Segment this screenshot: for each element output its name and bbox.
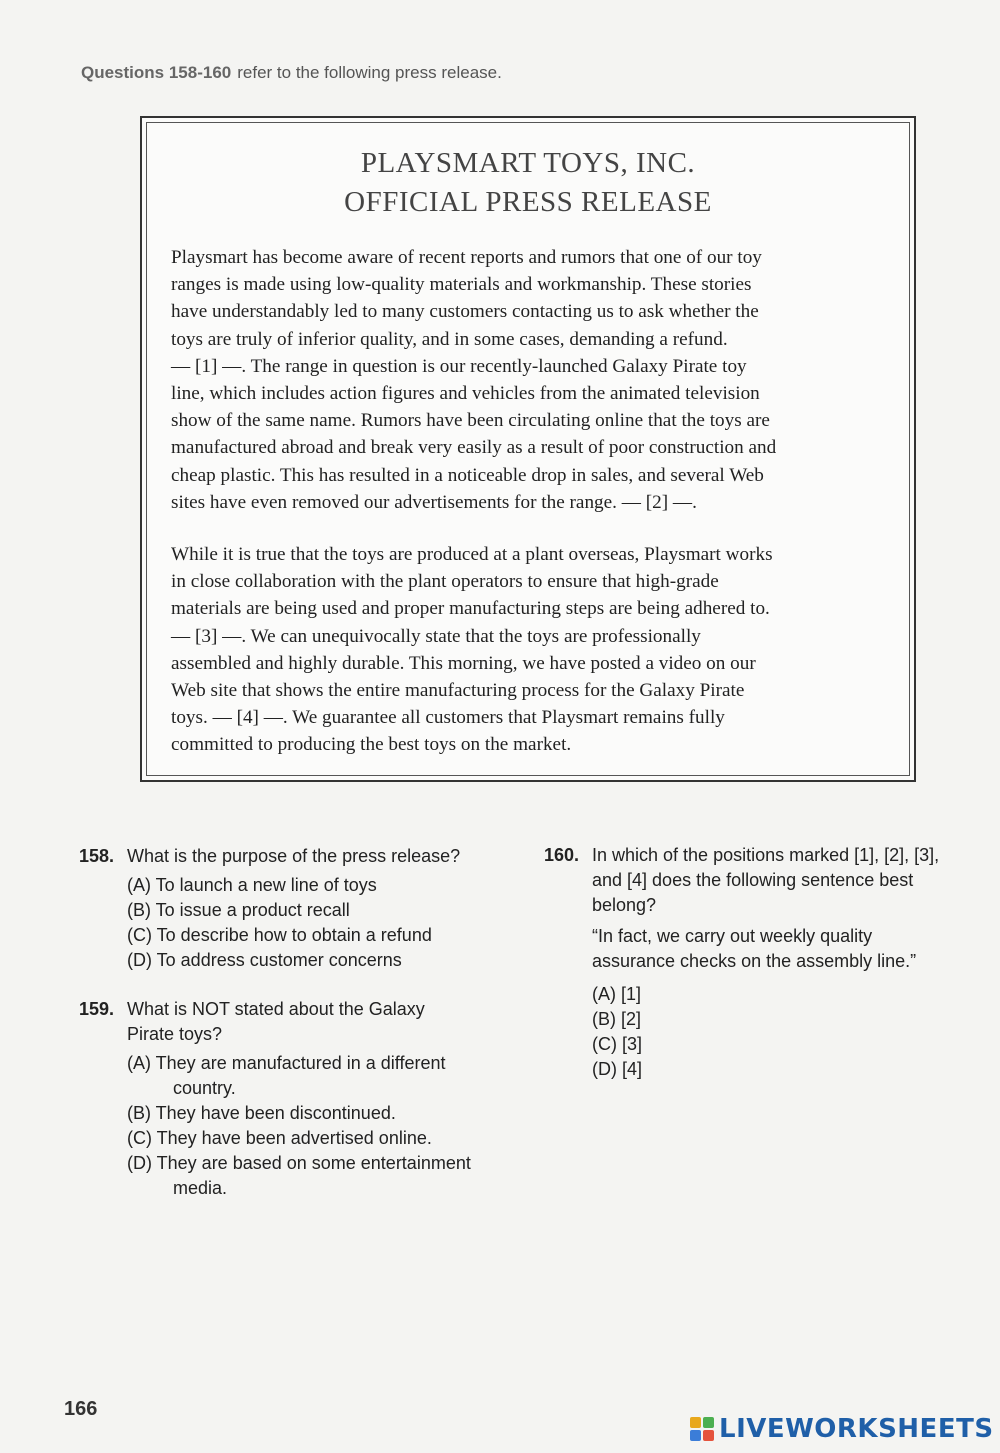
question-text: and [4] does the following sentence best (592, 870, 914, 890)
paragraph-line: Playsmart has become aware of recent reports and rumors that one of our toy (171, 247, 762, 268)
instructions-line (81, 63, 502, 83)
paragraph-line: toys are truly of inferior quality, and in some cases, demanding a refund. (171, 328, 728, 350)
brand-name: LIVEWORKSHEETS (719, 1414, 994, 1444)
instructions-text: refer to the following press release. (237, 63, 502, 82)
logo-square (690, 1430, 701, 1441)
press-release-paragraph-2 (171, 541, 893, 759)
answer-options (127, 873, 519, 973)
paragraph-line: show of the same name. Rumors have been circulating online that the toys are (171, 410, 770, 432)
answer-option-c[interactable]: (C) [3] (592, 1034, 643, 1054)
paragraph-line: ranges is made using low-quality materials and workmanship. These stories (171, 274, 752, 296)
answer-option-d[interactable]: (D) They are based on some entertainment media. (127, 1153, 471, 1198)
press-release-paragraph-1 (171, 244, 893, 516)
paragraph-line: have understandably led to many customers contacting us to ask whether the (171, 301, 759, 323)
answer-option-c[interactable]: (C) To describe how to obtain a refund (127, 925, 432, 945)
answer-option-a[interactable]: (A) [1] (592, 984, 642, 1004)
press-release-box (140, 116, 916, 782)
paragraph-line: Web site that shows the entire manufacturing process for the Galaxy Pirate (171, 680, 745, 702)
question-number: 159. (79, 999, 115, 1019)
press-release-company: PLAYSMART TOYS, INC. (360, 147, 696, 179)
question-text: In which of the positions marked [1], [2], [3], (592, 845, 940, 865)
liveworksheets-logo[interactable] (690, 1412, 994, 1446)
logo-square (703, 1417, 714, 1428)
question-text: Pirate toys? (127, 1024, 223, 1044)
paragraph-line: toys. — [4] —. We guarantee all customers that Playsmart remains fully (171, 707, 725, 729)
logo-square (703, 1430, 714, 1441)
paragraph-line: cheap plastic. This has resulted in a noticeable drop in sales, and several Web (171, 464, 764, 486)
paragraph-line: — [3] —. We can unequivocally state that the toys are professionally (171, 625, 701, 647)
paragraph-line: line, which includes action figures and vehicles from the animated television (171, 383, 760, 405)
answer-option-a[interactable]: (A) They are manufactured in a different country. (127, 1053, 446, 1098)
paragraph-line: — [1] —. The range in question is our recently-launched Galaxy Pirate toy (171, 355, 747, 377)
question-text: belong? (592, 895, 657, 915)
answer-options (127, 1051, 519, 1201)
answer-options (592, 982, 984, 1082)
page-number: 166 (64, 1398, 98, 1420)
question-159 (79, 997, 519, 1201)
answer-option-d[interactable]: (D) To address customer concerns (127, 950, 402, 970)
question-160 (544, 843, 984, 1082)
quoted-sentence: “In fact, we carry out weekly quality assurance checks on the assembly line.” (592, 926, 917, 971)
paragraph-line: sites have even removed our advertisements for the range. — [2] —. (171, 491, 697, 513)
question-158 (79, 844, 519, 973)
paragraph-line: in close collaboration with the plant operators to ensure that high-grade (171, 571, 719, 593)
question-number: 160. (544, 845, 580, 865)
paragraph-line: assembled and highly durable. This morning, we have posted a video on our (171, 652, 756, 674)
answer-option-b[interactable]: (B) They have been discontinued. (127, 1103, 396, 1123)
paragraph-line: While it is true that the toys are produced at a plant overseas, Playsmart works (171, 544, 773, 565)
paragraph-line: materials are being used and proper manufacturing steps are being adhered to. (171, 598, 770, 620)
question-text: What is NOT stated about the Galaxy (127, 999, 425, 1019)
question-range: Questions 158-160 (81, 63, 232, 82)
paragraph-line: manufactured abroad and break very easily as a result of poor construction and (171, 437, 777, 459)
liveworksheets-logo-icon (690, 1417, 714, 1441)
answer-option-c[interactable]: (C) They have been advertised online. (127, 1128, 432, 1148)
logo-square (690, 1417, 701, 1428)
answer-option-a[interactable]: (A) To launch a new line of toys (127, 875, 377, 895)
answer-option-b[interactable]: (B) [2] (592, 1009, 642, 1029)
answer-option-b[interactable]: (B) To issue a product recall (127, 900, 350, 920)
question-text: What is the purpose of the press release? (127, 846, 461, 866)
answer-option-d[interactable]: (D) [4] (592, 1059, 643, 1079)
paragraph-line: committed to producing the best toys on the market. (171, 734, 572, 756)
question-number: 158. (79, 846, 115, 866)
press-release-title: OFFICIAL PRESS RELEASE (344, 186, 712, 218)
